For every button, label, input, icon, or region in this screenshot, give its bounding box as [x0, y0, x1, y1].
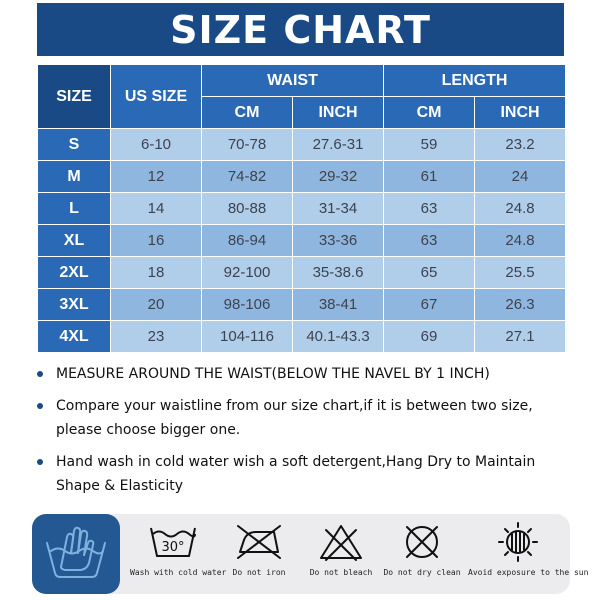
table-row	[38, 129, 566, 161]
cell-size: 2XL	[38, 257, 111, 289]
cell-waist-inch: 31-34	[293, 193, 384, 225]
note-item	[36, 362, 576, 386]
cell-length-inch: 27.1	[475, 321, 566, 353]
header-length-inch: INCH	[475, 97, 566, 129]
wash-30-icon	[148, 522, 198, 562]
cell-waist-cm: 74-82	[202, 161, 293, 193]
cell-size: XL	[38, 225, 111, 257]
table-row	[38, 289, 566, 321]
care-label-bleach: Do not bleach	[309, 568, 373, 577]
hand-wash-icon	[32, 514, 120, 594]
cell-waist-cm: 104-116	[202, 321, 293, 353]
cell-us-size: 14	[111, 193, 202, 225]
note-item	[36, 450, 576, 498]
cell-size: M	[38, 161, 111, 193]
care-item-dry-clean	[379, 522, 465, 577]
cell-length-inch: 26.3	[475, 289, 566, 321]
note-item	[36, 394, 576, 442]
header-length: LENGTH	[384, 65, 566, 97]
cell-length-inch: 24.8	[475, 225, 566, 257]
header-us-size: US SIZE	[111, 65, 202, 129]
cell-length-inch: 25.5	[475, 257, 566, 289]
cell-length-inch: 24.8	[475, 193, 566, 225]
cell-us-size: 23	[111, 321, 202, 353]
care-label-dry-clean: Do not dry clean	[383, 568, 461, 577]
wash-temperature: 30°	[161, 540, 185, 555]
note-text-continued: please choose bigger one.	[56, 422, 241, 438]
table-row	[38, 257, 566, 289]
bullet-icon	[37, 459, 43, 465]
avoid-sun-icon	[493, 522, 543, 562]
cell-us-size: 12	[111, 161, 202, 193]
cell-length-cm: 59	[384, 129, 475, 161]
size-chart-table	[37, 64, 566, 353]
cell-waist-inch: 29-32	[293, 161, 384, 193]
cell-waist-cm: 98-106	[202, 289, 293, 321]
care-item-iron	[216, 522, 302, 577]
do-not-iron-icon	[234, 522, 284, 562]
notes-list	[36, 362, 576, 506]
care-label-sun: Avoid exposure to the sun	[468, 568, 589, 577]
header-length-cm: CM	[384, 97, 475, 129]
cell-us-size: 18	[111, 257, 202, 289]
cell-size: S	[38, 129, 111, 161]
note-text: Hand wash in cold water wish a soft detergent,Hang Dry to Maintain	[56, 454, 536, 470]
cell-waist-inch: 38-41	[293, 289, 384, 321]
header-waist-inch: INCH	[293, 97, 384, 129]
care-item-bleach	[298, 522, 384, 577]
cell-us-size: 20	[111, 289, 202, 321]
cell-length-cm: 61	[384, 161, 475, 193]
cell-length-cm: 63	[384, 193, 475, 225]
bullet-icon	[37, 371, 43, 377]
cell-length-cm: 67	[384, 289, 475, 321]
cell-length-cm: 63	[384, 225, 475, 257]
cell-length-cm: 69	[384, 321, 475, 353]
cell-waist-cm: 70-78	[202, 129, 293, 161]
header-waist-cm: CM	[202, 97, 293, 129]
table-row	[38, 225, 566, 257]
do-not-dry-clean-icon	[397, 522, 447, 562]
cell-waist-inch: 33-36	[293, 225, 384, 257]
cell-us-size: 6-10	[111, 129, 202, 161]
cell-size: L	[38, 193, 111, 225]
table-row	[38, 321, 566, 353]
cell-length-inch: 24	[475, 161, 566, 193]
cell-length-inch: 23.2	[475, 129, 566, 161]
cell-waist-cm: 80-88	[202, 193, 293, 225]
cell-waist-inch: 27.6-31	[293, 129, 384, 161]
size-chart-title: SIZE CHART	[37, 3, 564, 56]
table-row	[38, 193, 566, 225]
header-waist: WAIST	[202, 65, 384, 97]
cell-waist-inch: 35-38.6	[293, 257, 384, 289]
note-text: Compare your waistline from our size chart,if it is between two size,	[56, 398, 533, 414]
table-row	[38, 161, 566, 193]
care-item-sun	[468, 522, 589, 577]
do-not-bleach-icon	[316, 522, 366, 562]
cell-waist-cm: 86-94	[202, 225, 293, 257]
cell-length-cm: 65	[384, 257, 475, 289]
cell-waist-cm: 92-100	[202, 257, 293, 289]
bullet-icon	[37, 403, 43, 409]
cell-us-size: 16	[111, 225, 202, 257]
care-label-iron: Do not iron	[232, 568, 286, 577]
care-label-wash: Wash with cold water	[130, 568, 227, 577]
header-size: SIZE	[38, 65, 111, 129]
note-text-continued: Shape & Elasticity	[56, 478, 184, 494]
cell-size: 4XL	[38, 321, 111, 353]
cell-size: 3XL	[38, 289, 111, 321]
cell-waist-inch: 40.1-43.3	[293, 321, 384, 353]
note-text: MEASURE AROUND THE WAIST(BELOW THE NAVEL BY 1 INCH)	[56, 366, 490, 382]
care-item-wash	[130, 522, 227, 577]
